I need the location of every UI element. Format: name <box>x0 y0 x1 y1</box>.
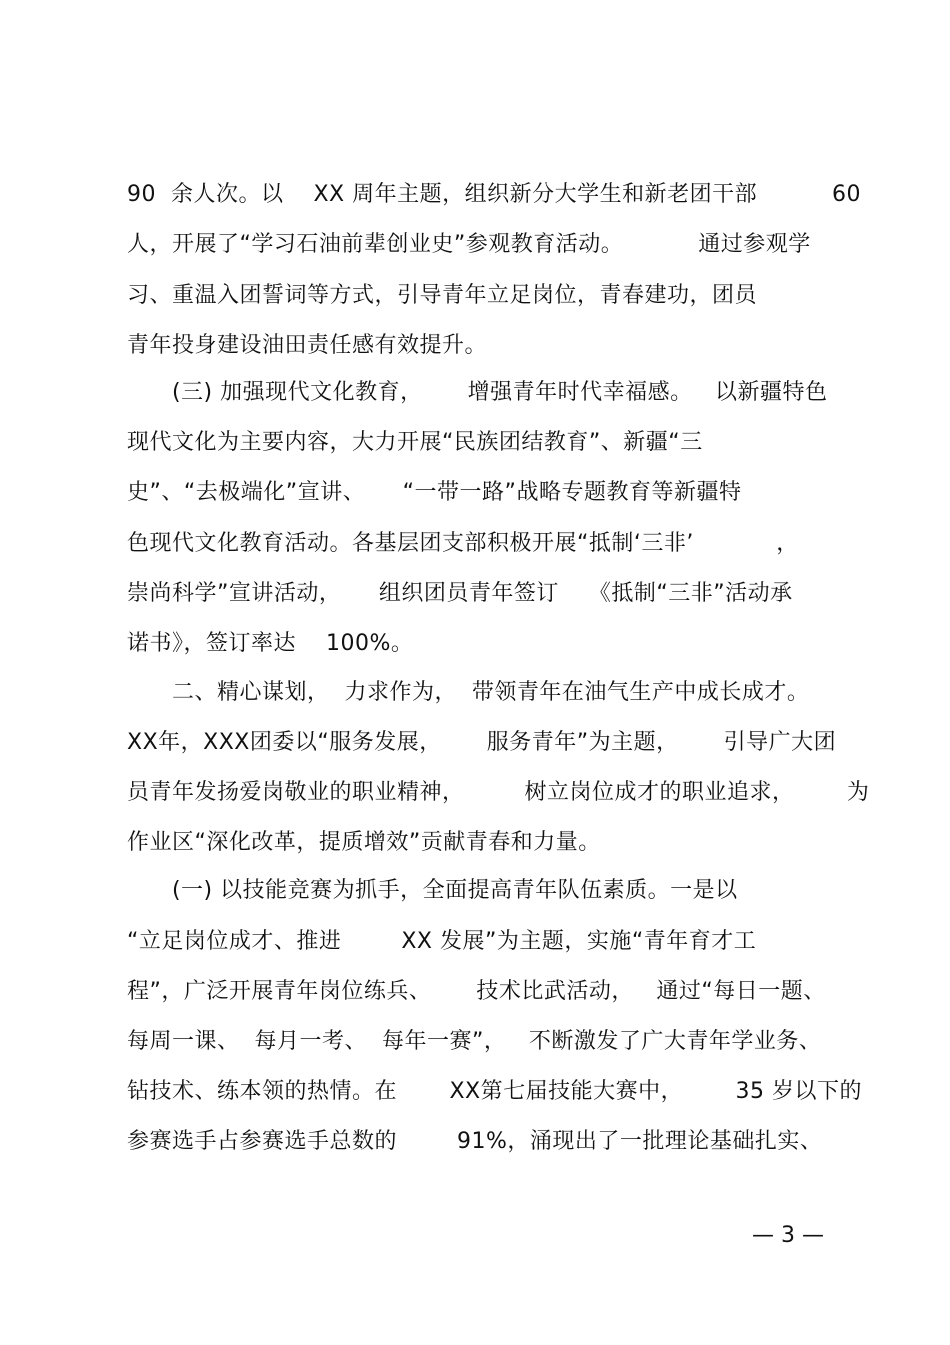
paragraph-line: 钻技术、练本领的热情。在 XX第七届技能大赛中， 35 岁以下的 <box>127 1079 863 1104</box>
page-number: — 3 — <box>752 1223 824 1248</box>
paragraph-line: 现代文化为主要内容，大力开展“民族团结教育”、新疆“三 <box>127 430 703 455</box>
paragraph-line: 90 余人次。以 XX 周年主题，组织新分大学生和新老团干部 60 <box>127 182 862 207</box>
paragraph-line: (一) 以技能竞赛为抓手，全面提高青年队伍素质。一是以 <box>127 878 738 903</box>
paragraph-line: (三) 加强现代文化教育， 增强青年时代幸福感。 以新疆特色 <box>127 380 828 405</box>
paragraph-line: 色现代文化教育活动。各基层团支部积极开展“抵制‘三非’ ， <box>127 531 799 556</box>
paragraph-line: 参赛选手占参赛选手总数的 91%，涌现出了一批理论基础扎实、 <box>127 1129 823 1154</box>
paragraph-line: 崇尚科学”宣讲活动， 组织团员青年签订 《抵制“三非”活动承 <box>127 581 793 606</box>
paragraph-line: 史”、“去极端化”宣讲、 “一带一路”战略专题教育等新疆特 <box>127 480 742 505</box>
paragraph-line: 每周一课、 每月一考、 每年一赛”， 不断激发了广大青年学业务、 <box>127 1029 822 1054</box>
paragraph-line: 作业区“深化改革，提质增效”贡献青春和力量。 <box>127 830 601 855</box>
paragraph-line: 程”，广泛开展青年岗位练兵、 技术比武活动， 通过“每日一题、 <box>127 979 826 1004</box>
paragraph-line: “立足岗位成才、推进 XX 发展”为主题，实施“青年育才工 <box>127 929 757 954</box>
paragraph-line: 诺书》，签订率达 100%。 <box>127 631 414 656</box>
paragraph-line: 青年投身建设油田责任感有效提升。 <box>127 333 488 358</box>
paragraph-line: XX年，XXX团委以“服务发展， 服务青年”为主题， 引导广大团 <box>127 730 837 755</box>
paragraph-line: 二、精心谋划， 力求作为， 带领青年在油气生产中成长成才。 <box>127 680 810 705</box>
paragraph-line: 习、重温入团誓词等方式，引导青年立足岗位，青春建功，团员 <box>127 283 758 308</box>
paragraph-line: 员青年发扬爱岗敬业的职业精神， 树立岗位成才的职业追求， 为 <box>127 780 870 805</box>
paragraph-line: 人，开展了“学习石油前辈创业史”参观教育活动。 通过参观学 <box>127 232 811 257</box>
